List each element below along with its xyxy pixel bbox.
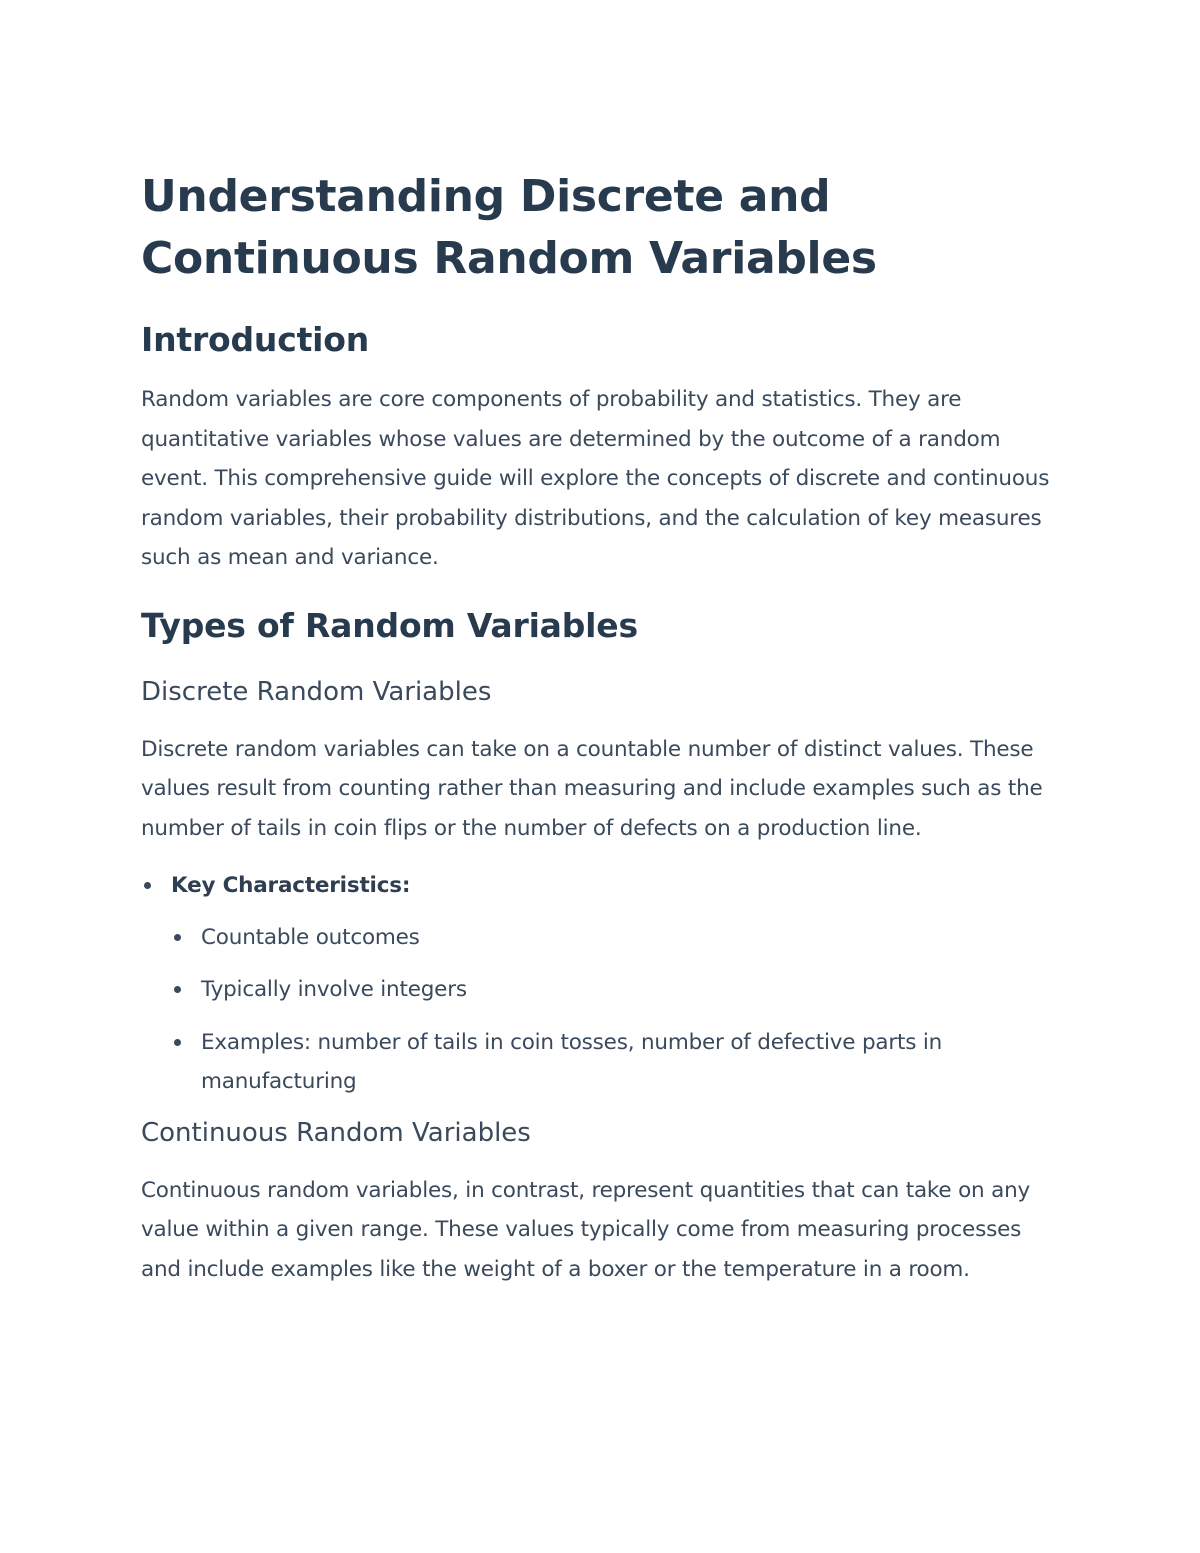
characteristic-text: Examples: number of tails in coin tosses, number of defective parts in manufacturing (201, 1029, 943, 1094)
characteristics-sublist (171, 918, 1061, 1102)
list-item (141, 866, 1061, 1102)
bullet-icon (174, 1039, 181, 1046)
introduction-paragraph: Random variables are core components of probability and statistics. They are quantitative variables whose values are determined by the outcome of a random event. This comprehensive guide will explore the concepts of discrete and continuous random variables, their probability distributions, and the calculation of key measures such as mean and variance. (141, 387, 1050, 570)
key-characteristics-list (141, 866, 1061, 1102)
list-item (171, 970, 1061, 1010)
introduction-heading: Introduction (141, 320, 370, 359)
key-characteristics-label: Key Characteristics: (171, 873, 411, 898)
discrete-paragraph: Discrete random variables can take on a countable number of distinct values. These values result from counting rather than measuring and include examples such as the number of tails in coin flips or the number of defects on a production line. (141, 736, 1043, 841)
bullet-icon (174, 934, 181, 941)
continuous-heading: Continuous Random Variables (141, 1117, 531, 1148)
document-title: Understanding Discrete and Continuous Random Variables (141, 171, 877, 284)
bullet-icon (174, 986, 181, 993)
discrete-heading: Discrete Random Variables (141, 676, 492, 707)
characteristic-text: Countable outcomes (201, 924, 420, 950)
bullet-icon (144, 882, 151, 889)
continuous-paragraph: Continuous random variables, in contrast, represent quantities that can take on any value within a given range. These values typically come from measuring processes and include examples like the weight of a boxer or the temperature in a room. (141, 1177, 1031, 1282)
document-page (141, 166, 1061, 1289)
characteristic-text: Typically involve integers (201, 977, 467, 1002)
types-heading: Types of Random Variables (141, 605, 638, 645)
list-item (171, 918, 1061, 958)
list-item (171, 1023, 1061, 1102)
